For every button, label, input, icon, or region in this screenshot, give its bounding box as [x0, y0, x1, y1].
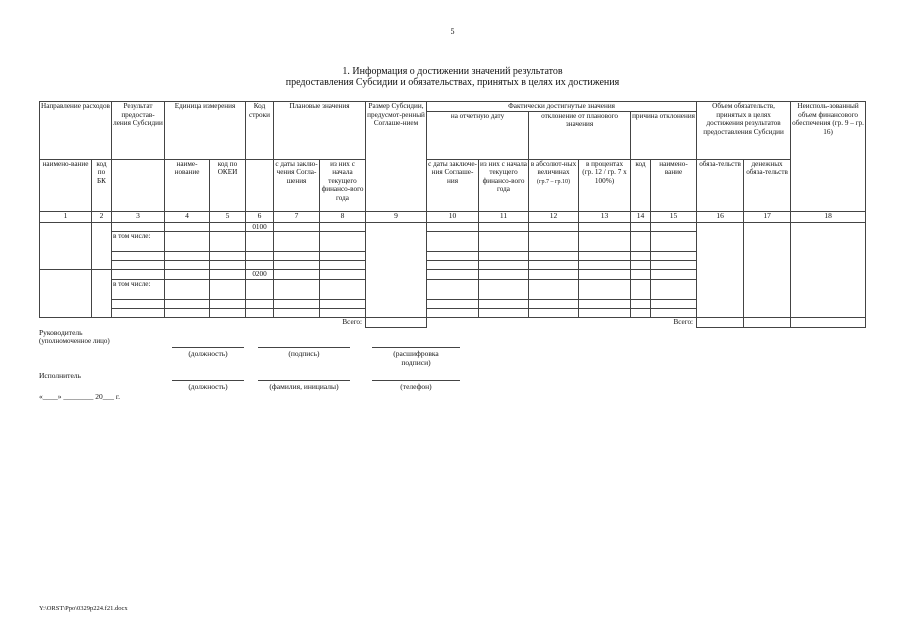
hdr-reporting-date: на отчетную дату — [427, 111, 529, 159]
hdr-deviation-plan: отклонение от планового значения — [529, 111, 631, 159]
executor-label: Исполнитель — [39, 371, 81, 380]
column-number-9: 9 — [366, 211, 427, 222]
hdr-actual: Фактически достигнутые значения — [427, 102, 697, 112]
row-code-0100: 0100 — [246, 222, 274, 232]
column-number-4: 4 — [165, 211, 210, 222]
hdr-unit: Единица измерения — [165, 102, 246, 160]
total-obligations-cell — [697, 317, 744, 327]
column-number-16: 16 — [697, 211, 744, 222]
executor-position-line — [172, 380, 244, 381]
executor-name-caption: (фамилия, инициалы) — [269, 382, 339, 391]
total-label-right: Всего: — [673, 317, 694, 326]
results-table — [39, 101, 866, 328]
date-line: «____» ________ 20___ г. — [39, 392, 120, 401]
hdr-plan-year: из них с начала текущего финансо-вого года — [320, 159, 366, 211]
column-number-13: 13 — [579, 211, 631, 222]
hdr-result-empty — [112, 159, 165, 211]
executor-name-line — [258, 380, 350, 381]
column-number-10: 10 — [427, 211, 479, 222]
title-line-2: предоставления Субсидии и обязательствах, принятых в целях их достижения — [285, 77, 620, 88]
head-position-line — [172, 347, 244, 348]
hdr-unit-name: наиме-нование — [165, 159, 210, 211]
hdr-code-empty — [246, 159, 274, 211]
column-number-1: 1 — [40, 211, 92, 222]
total-label-left: Всего: — [342, 317, 363, 326]
column-number-12: 12 — [529, 211, 579, 222]
hdr-obligations: Объем обязательств, принятых в целях достижения результатов предоставления Субсидии — [697, 102, 791, 160]
hdr-name: наимено-вание — [40, 159, 92, 211]
row-including-1: в том числе: — [112, 232, 165, 252]
hdr-reason-code: код — [631, 159, 651, 211]
hdr-plan-agreement: с даты заклю-чения Согла-шения — [274, 159, 320, 211]
column-number-5: 5 — [210, 211, 246, 222]
column-number-15: 15 — [651, 211, 697, 222]
hdr-subsidy-size: Размер Субсидии, предусмот-ренный Соглаше-нием — [366, 102, 427, 212]
total-row — [40, 317, 866, 327]
row-including-2: в том числе: — [112, 279, 165, 299]
executor-position-caption: (должность) — [188, 382, 228, 391]
hdr-abs — [529, 159, 579, 211]
hdr-bk-code: код по БК — [92, 159, 112, 211]
head-sub-label: (уполномоченное лицо) — [39, 337, 110, 345]
hdr-result: Результат предостав-ления Субсидии — [112, 102, 165, 160]
head-signature-caption: (подпись) — [288, 349, 320, 358]
hdr-okei: код по ОКЕИ — [210, 159, 246, 211]
hdr-monetary: денежных обяза-тельств — [744, 159, 791, 211]
column-number-7: 7 — [274, 211, 320, 222]
column-number-11: 11 — [479, 211, 529, 222]
hdr-fact-agreement: с даты заключе-ния Соглаше-ния — [427, 159, 479, 211]
column-numbers-row — [40, 211, 866, 222]
total-subsidy-cell — [366, 317, 427, 327]
table-row — [40, 222, 866, 232]
page-number: 5 — [450, 27, 455, 36]
column-number-14: 14 — [631, 211, 651, 222]
hdr-abs-note: (гр.7 – гр.10) — [537, 178, 570, 185]
hdr-plan: Плановые значения — [274, 102, 366, 160]
hdr-deviation-reason: причина отклонения — [631, 111, 697, 159]
hdr-fact-year: из них с начала текущего финансо-вого года — [479, 159, 529, 211]
head-label: Руководитель — [39, 328, 83, 337]
executor-phone-line — [372, 380, 460, 381]
title-line-1: 1. Информация о достижении значений результатов — [342, 66, 563, 77]
column-number-17: 17 — [744, 211, 791, 222]
hdr-obligations-sub: обяза-тельств — [697, 159, 744, 211]
total-monetary-cell — [744, 317, 791, 327]
hdr-reason-name: наимено-вание — [651, 159, 697, 211]
head-decode-caption: (расшифровка подписи) — [393, 349, 439, 367]
form-title — [0, 66, 905, 88]
row-code-0200: 0200 — [246, 270, 274, 280]
hdr-abs-label: в абсолют-ных величинах — [530, 159, 577, 177]
hdr-direction: Направление расходов — [40, 102, 112, 160]
head-signature-line — [258, 347, 350, 348]
column-number-8: 8 — [320, 211, 366, 222]
total-unused-cell — [791, 317, 866, 327]
column-number-3: 3 — [112, 211, 165, 222]
head-position-caption: (должность) — [188, 349, 228, 358]
column-number-6: 6 — [246, 211, 274, 222]
hdr-code-line: Код строки — [246, 102, 274, 160]
column-number-18: 18 — [791, 211, 866, 222]
hdr-percent: в процентах (гр. 12 / гр. 7 х 100%) — [579, 159, 631, 211]
executor-phone-caption: (телефон) — [400, 382, 432, 391]
file-path-footer: Y:\ORST\Ppo\0329p224.f21.docx — [39, 605, 128, 612]
column-number-2: 2 — [92, 211, 112, 222]
head-decode-line — [372, 347, 460, 348]
hdr-unused: Неисполь-зованный объем финансового обеспечения (гр. 9 – гр. 16) — [791, 102, 866, 212]
